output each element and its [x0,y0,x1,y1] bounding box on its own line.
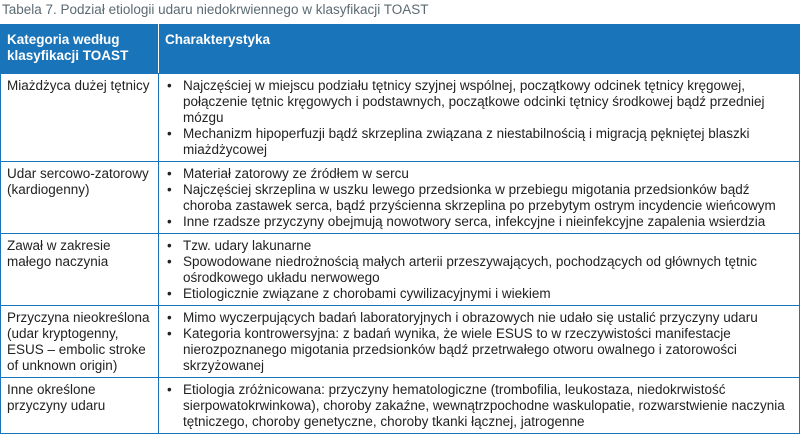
bullet-icon: • [167,310,172,325]
list-item-text: Materiał zatorowy ze źródłem w sercu [183,166,409,181]
bullet-icon: • [167,326,172,341]
list-item-text: Najczęściej skrzeplina w uszku lewego przedsionka w przebiegu migotania przedsionków bądź choroba zastawek serca, bądź przyściennа skrzeplina po przebytym ostrym incydencie wieńcowym [183,182,776,213]
header-characteristics: Charakterystyka [159,25,800,74]
list-item [165,182,793,214]
list-item-text: Kategoria kontrowersyjna: z badań wynika, że wiele ESUS to w rzeczywistości manifestacje nierozpoznanego migotania przedsionków bądź przetrwałego otworu owalnego i zatorowości skrzyżowanej [183,326,737,373]
bullet-icon: • [167,238,172,253]
category-cell: Zawał w zakresie małego naczynia [1,234,159,306]
table-row [1,74,800,162]
list-item-text: Najczęściej w miejscu podziału tętnicy szyjnej wspólnej, początkowy odcinek tętnicy kręgowej, połączenie tętnic kręgowych i podstawnych, początkowe odcinki tętnicy środkowej bądź przedniej mózgu [183,78,765,125]
toast-classification-table [0,24,800,434]
header-category: Kategoria według klasyfikacji TOAST [1,25,159,74]
table-row [1,162,800,234]
bullet-icon: • [167,182,172,197]
list-item [165,126,793,158]
list-item [165,326,793,374]
list-item [165,286,793,302]
list-item [165,254,793,286]
list-item-text: Mechanizm hipoperfuzji bądź skrzeplina związana z niestabilnością i migracją pękniętej blaszki miażdżycowej [183,126,750,157]
bullet-icon: • [167,166,172,181]
table-header-row [1,25,800,74]
list-item-text: Etiologicznie związane z chorobami cywilizacyjnymi i wiekiem [183,286,551,301]
list-item [165,78,793,126]
category-cell: Miażdżyca dużej tętnicy [1,74,159,162]
bullet-icon: • [167,214,172,229]
table-caption: Tabela 7. Podział etiologii udaru niedokrwiennego w klasyfikacji TOAST [2,2,429,17]
list-item [165,238,793,254]
bullet-icon: • [167,254,172,269]
list-item [165,310,793,326]
table-row [1,234,800,306]
table-row [1,378,800,434]
characteristics-list [165,310,793,374]
table-row [1,306,800,378]
characteristics-list [165,382,793,430]
characteristics-cell [159,378,800,434]
characteristics-cell [159,162,800,234]
category-cell: Udar sercowo-zatorowy (kardiogenny) [1,162,159,234]
list-item [165,382,793,430]
bullet-icon: • [167,286,172,301]
list-item-text: Mimo wyczerpujących badań laboratoryjnych i obrazowych nie udało się ustalić przyczyny udaru [183,310,758,325]
category-cell: Inne określone przyczyny udaru [1,378,159,434]
list-item-text: Tzw. udary lakunarne [183,238,312,253]
bullet-icon: • [167,126,172,141]
category-cell: Przyczyna nieokreślona (udar kryptogenny, ESUS – embolic stroke of unknown origin) [1,306,159,378]
list-item-text: Spowodowane niedrożnością małych arterii przeszywających, pochodzących od głównych tętnic ośrodkowego układu nerwowego [183,254,758,285]
list-item [165,166,793,182]
list-item-text: Inne rzadsze przyczyny obejmują nowotwory serca, infekcyjne i nieinfekcyjne zapalenia wsierdzia [183,214,766,229]
bullet-icon: • [167,78,172,93]
list-item-text: Etiologia zróżnicowana: przyczyny hematologiczne (trombofilia, leukostaza, niedokrwistość sierpowatokrwinkowa), choroby zakaźne, wewnątrzpochodne waskulopatie, rozwarstwienie naczynia tętniczego, choroby genetyczne, choroby tkanki łącznej, jatrogenne [183,382,785,429]
characteristics-cell [159,306,800,378]
characteristics-cell [159,74,800,162]
characteristics-cell [159,234,800,306]
characteristics-list [165,166,793,230]
bullet-icon: • [167,382,172,397]
characteristics-list [165,238,793,302]
characteristics-list [165,78,793,158]
list-item [165,214,793,230]
